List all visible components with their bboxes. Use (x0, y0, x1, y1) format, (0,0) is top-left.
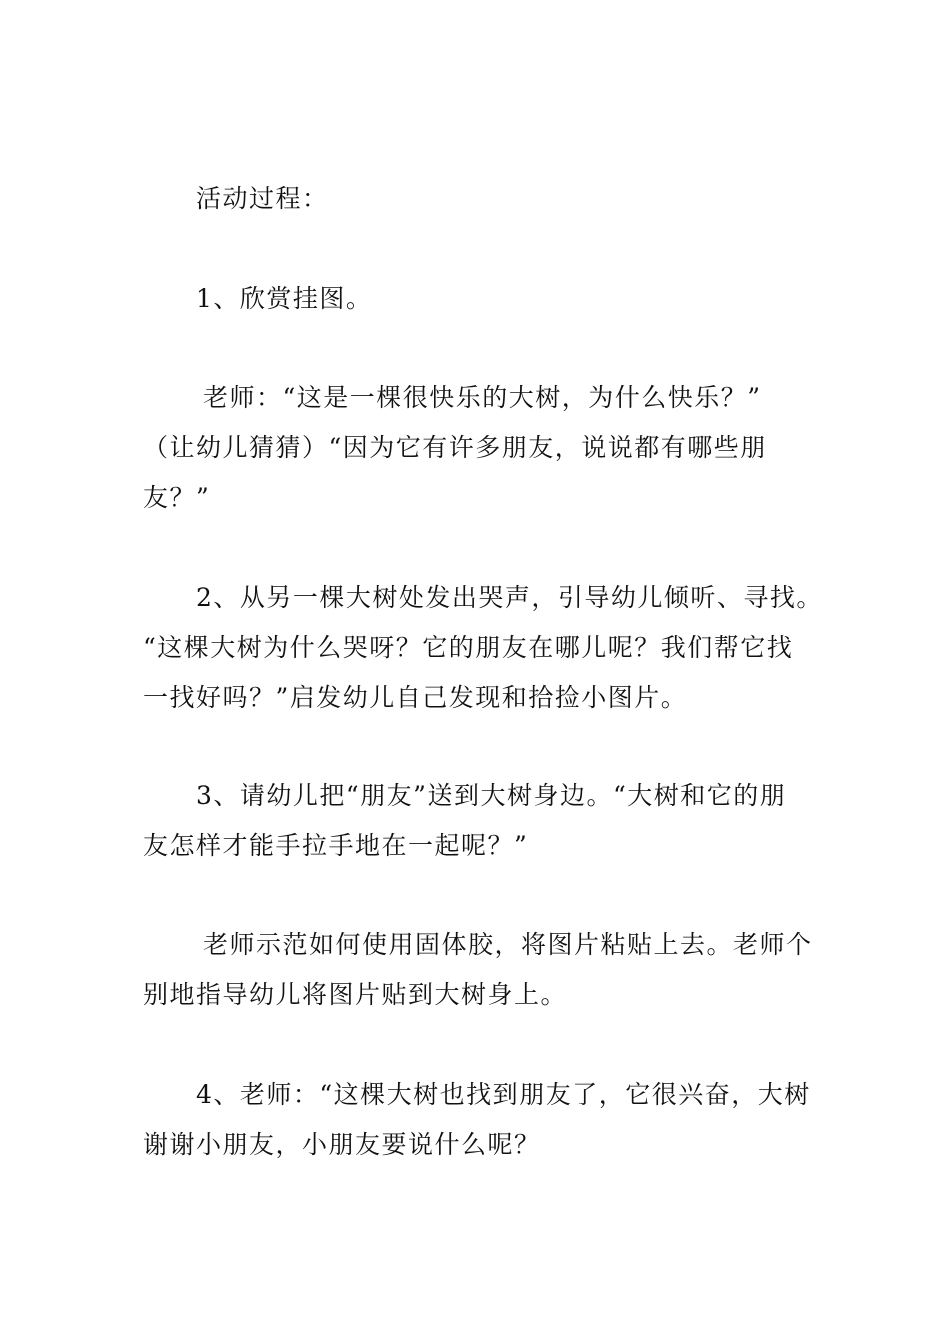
teacher-talk-line-2: （让幼儿猜猜）“因为它有许多朋友，说说都有哪些朋 (143, 433, 767, 462)
teacher-talk-line-3: 友？” (143, 483, 211, 512)
step-3-line-1: 3、请幼儿把“朋友”送到大树身边。“大树和它的朋 (196, 781, 787, 810)
step-2-paragraph (143, 573, 823, 723)
step-3-paragraph (143, 771, 813, 871)
demo-line-2: 别地指导幼儿将图片贴到大树身上。 (143, 980, 568, 1009)
step-2-line-2: “这棵大树为什么哭呀？它的朋友在哪儿呢？我们帮它找 (143, 633, 794, 662)
step-1-line-1: 1、欣赏挂图。 (196, 284, 373, 313)
teacher-talk-line-1: 老师：“这是一棵很快乐的大树，为什么快乐？” (203, 383, 762, 412)
demo-paragraph (143, 920, 813, 1020)
step-4-line-2: 谢谢小朋友，小朋友要说什么呢？ (143, 1130, 541, 1159)
step-3-line-2: 友怎样才能手拉手地在一起呢？” (143, 831, 529, 860)
step-2-line-1: 2、从另一棵大树处发出哭声，引导幼儿倾听、寻找。 (196, 583, 823, 612)
step-2-line-3: 一找好吗？”启发幼儿自己发现和拾捡小图片。 (143, 683, 688, 712)
teacher-talk-paragraph (143, 373, 813, 523)
step-4-line-1: 4、老师：“这棵大树也找到朋友了，它很兴奋，大树 (196, 1080, 811, 1109)
heading-text: 活动过程： (196, 184, 329, 213)
step-1-paragraph (143, 274, 813, 324)
demo-line-1: 老师示范如何使用固体胶，将图片粘贴上去。老师个 (203, 930, 813, 959)
step-4-paragraph (143, 1070, 813, 1170)
section-heading (143, 174, 813, 224)
